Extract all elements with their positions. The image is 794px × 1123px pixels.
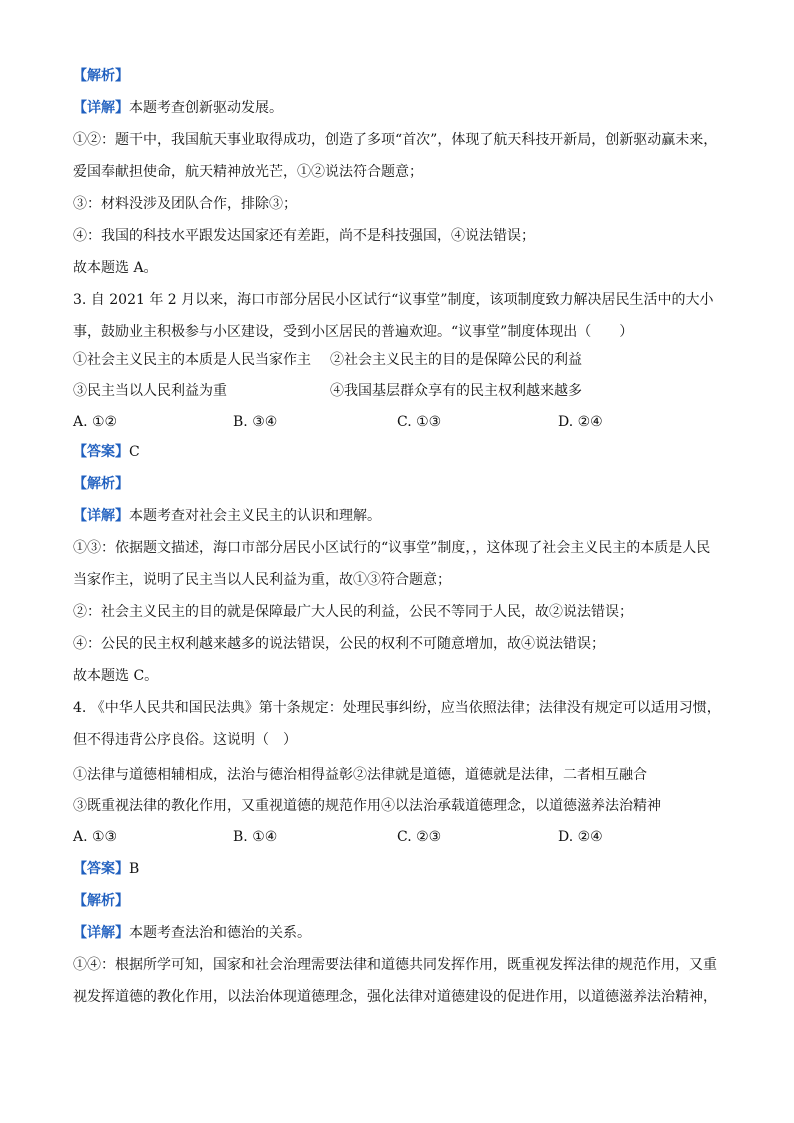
- statement: ③既重视法律的教化作用，又重视道德的规范作用④以法治承载道德理念，以道德滋养法治精神: [73, 798, 661, 814]
- conclusion-line: 故本题选 C。: [73, 668, 159, 684]
- answer-tag: 【答案】: [73, 861, 129, 877]
- explanation-line: ④：公民的民主权利越来越多的说法错误，公民的权利不可随意增加，故④说法错误；: [73, 636, 605, 652]
- answer-line: [73, 442, 140, 462]
- option-d: D. ②④: [558, 829, 603, 845]
- option-a: A. ①③: [73, 829, 118, 845]
- explanation-line: 视发挥道德的教化作用，以法治体现道德理念，强化法律对道德建设的促进作用，以道德滋养法治精神，: [73, 989, 717, 1005]
- detail-text: 本题考查对社会主义民主的认识和理解。: [129, 508, 381, 524]
- option-b: B. ③④: [233, 414, 278, 430]
- statement: ①法律与道德相辅相成，法治与德治相得益彰②法律就是道德，道德就是法律，二者相互融合: [73, 767, 647, 783]
- explanation-line: ③：材料没涉及团队合作，排除③；: [73, 196, 297, 212]
- answer-value: B: [129, 861, 140, 877]
- statement: ④我国基层群众享有的民主权利越来越多: [330, 383, 582, 399]
- explanation-line: ④：我国的科技水平跟发达国家还有差距，尚不是科技强国，④说法错误；: [73, 228, 535, 244]
- analysis-tag: 【解析】: [73, 476, 129, 492]
- question-stem: 事，鼓励业主积极参与小区建设，受到小区居民的普遍欢迎。“议事堂”制度体现出（ ）: [73, 324, 634, 340]
- explanation-line: ②：社会主义民主的目的就是保障最广大人民的利益，公民不等同于人民，故②说法错误；: [73, 604, 633, 620]
- answer-tag: 【答案】: [73, 444, 129, 460]
- explanation-line: ①③：依据题文描述，海口市部分居民小区试行的“议事堂”制度，，这体现了社会主义民主的本质是人民: [73, 540, 711, 556]
- question-stem: 但不得违背公序良俗。这说明（ ）: [73, 732, 297, 748]
- detail-line: [73, 923, 311, 943]
- statement: ②社会主义民主的目的是保障公民的利益: [330, 352, 582, 368]
- option-c: C. ①③: [397, 414, 442, 430]
- option-b: B. ①④: [233, 829, 278, 845]
- statement: ③民主当以人民利益为重: [73, 383, 227, 399]
- detail-text: 本题考查创新驱动发展。: [129, 100, 283, 116]
- option-a: A. ①②: [73, 414, 118, 430]
- analysis-tag: 【解析】: [73, 893, 129, 909]
- statement: ①社会主义民主的本质是人民当家作主: [73, 352, 311, 368]
- explanation-line: 当家作主，说明了民主当以人民利益为重，故①③符合题意；: [73, 572, 451, 588]
- option-c: C. ②③: [397, 829, 442, 845]
- answer-value: C: [129, 444, 140, 460]
- answer-line: [73, 859, 139, 879]
- question-stem: 3. 自 2021 年 2 月以来，海口市部分居民小区试行“议事堂”制度，该项制度致力解决居民生活中的大小: [73, 292, 714, 308]
- detail-line: [73, 506, 381, 526]
- detail-tag: 【详解】: [73, 100, 129, 116]
- explanation-line: 爱国奉献担使命，航天精神放光芒，①②说法符合题意；: [73, 164, 423, 180]
- detail-text: 本题考查法治和德治的关系。: [129, 925, 311, 941]
- analysis-tag: 【解析】: [73, 68, 129, 84]
- detail-tag: 【详解】: [73, 925, 129, 941]
- question-stem: 4. 《中华人民共和国民法典》第十条规定：处理民事纠纷，应当依照法律；法律没有规定可以适用习惯，: [73, 700, 721, 716]
- option-d: D. ②④: [558, 414, 603, 430]
- explanation-line: ①④：根据所学可知，国家和社会治理需要法律和道德共同发挥作用，既重视发挥法律的规范作用，又重: [73, 957, 717, 973]
- conclusion-line: 故本题选 A。: [73, 260, 158, 276]
- detail-line: [73, 98, 283, 118]
- detail-tag: 【详解】: [73, 508, 129, 524]
- explanation-line: ①②：题干中，我国航天事业取得成功，创造了多项“首次”，体现了航天科技开新局，创新驱动赢未来，: [73, 132, 718, 148]
